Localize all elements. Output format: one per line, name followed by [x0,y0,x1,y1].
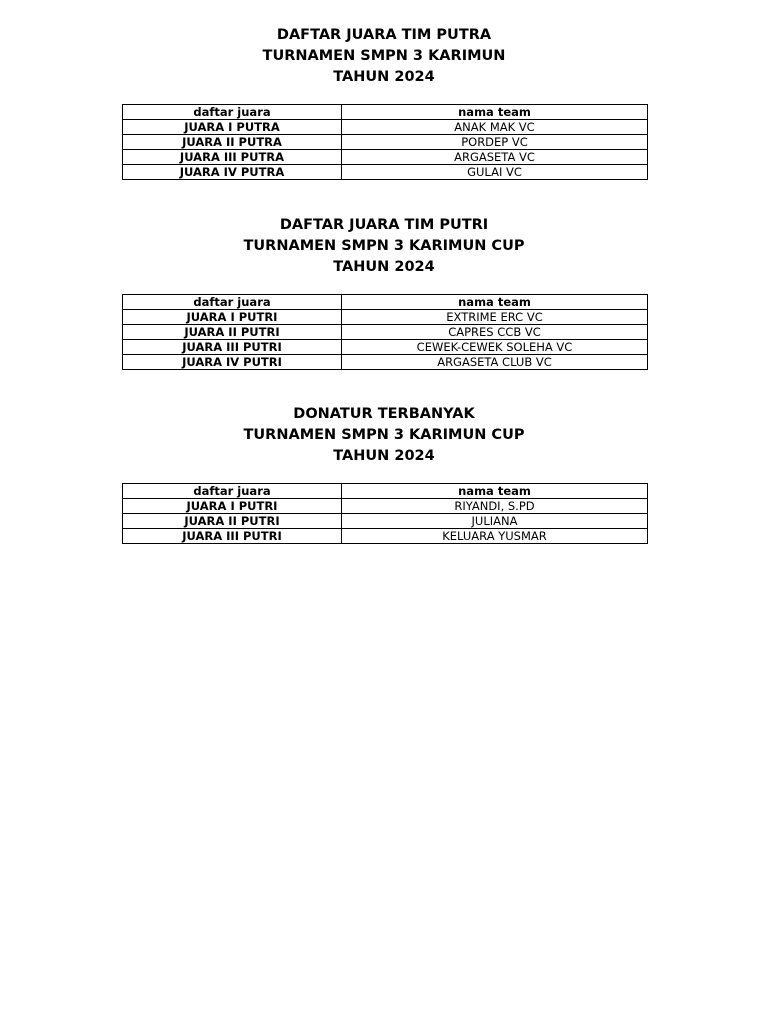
section-title-line-2: TURNAMEN SMPN 3 KARIMUN [262,48,506,64]
team-cell: CEWEK-CEWEK SOLEHA VC [342,340,648,355]
table-row [123,499,648,514]
section-donatur-terbanyak [0,404,768,467]
table-header-row [123,484,648,499]
section-title-line-3: TAHUN 2024 [333,448,435,464]
rank-cell: JUARA I PUTRI [123,499,342,514]
table-header-row [123,105,648,120]
table-row [123,529,648,544]
table-row [123,310,648,325]
rank-cell: JUARA II PUTRI [123,325,342,340]
table-row [123,325,648,340]
column-header-nama-team: nama team [342,484,648,499]
rank-cell: JUARA I PUTRI [123,310,342,325]
team-cell: CAPRES CCB VC [342,325,648,340]
rank-cell: JUARA II PUTRA [123,135,342,150]
team-cell: RIYANDI, S.PD [342,499,648,514]
rank-cell: JUARA II PUTRI [123,514,342,529]
table-row [123,165,648,180]
table-row [123,135,648,150]
table-row [123,514,648,529]
rank-cell: JUARA III PUTRI [123,529,342,544]
table-row [123,355,648,370]
rank-cell: JUARA I PUTRA [123,120,342,135]
team-cell: ARGASETA CLUB VC [342,355,648,370]
table-juara-putra [122,104,648,180]
team-cell: EXTRIME ERC VC [342,310,648,325]
section-title-line-1: DAFTAR JUARA TIM PUTRI [279,217,489,233]
column-header-daftar-juara: daftar juara [123,105,342,120]
section-title-line-2: TURNAMEN SMPN 3 KARIMUN CUP [243,427,525,443]
section-title-line-1: DAFTAR JUARA TIM PUTRA [276,27,492,43]
rank-cell: JUARA III PUTRA [123,150,342,165]
section-title-line-1: DONATUR TERBANYAK [293,406,475,422]
section-title-line-3: TAHUN 2024 [333,259,435,275]
table-donatur-terbanyak [122,483,648,544]
section-juara-putra [0,25,768,88]
team-cell: KELUARA YUSMAR [342,529,648,544]
rank-cell: JUARA IV PUTRI [123,355,342,370]
table-row [123,120,648,135]
column-header-nama-team: nama team [342,105,648,120]
column-header-daftar-juara: daftar juara [123,295,342,310]
rank-cell: JUARA III PUTRI [123,340,342,355]
team-cell: JULIANA [342,514,648,529]
section-title-line-2: TURNAMEN SMPN 3 KARIMUN CUP [243,238,525,254]
section-title-line-3: TAHUN 2024 [333,69,435,85]
team-cell: GULAI VC [342,165,648,180]
table-header-row [123,295,648,310]
column-header-daftar-juara: daftar juara [123,484,342,499]
team-cell: PORDEP VC [342,135,648,150]
team-cell: ARGASETA VC [342,150,648,165]
section-juara-putri [0,215,768,278]
column-header-nama-team: nama team [342,295,648,310]
table-juara-putri [122,294,648,370]
team-cell: ANAK MAK VC [342,120,648,135]
table-row [123,340,648,355]
rank-cell: JUARA IV PUTRA [123,165,342,180]
table-row [123,150,648,165]
